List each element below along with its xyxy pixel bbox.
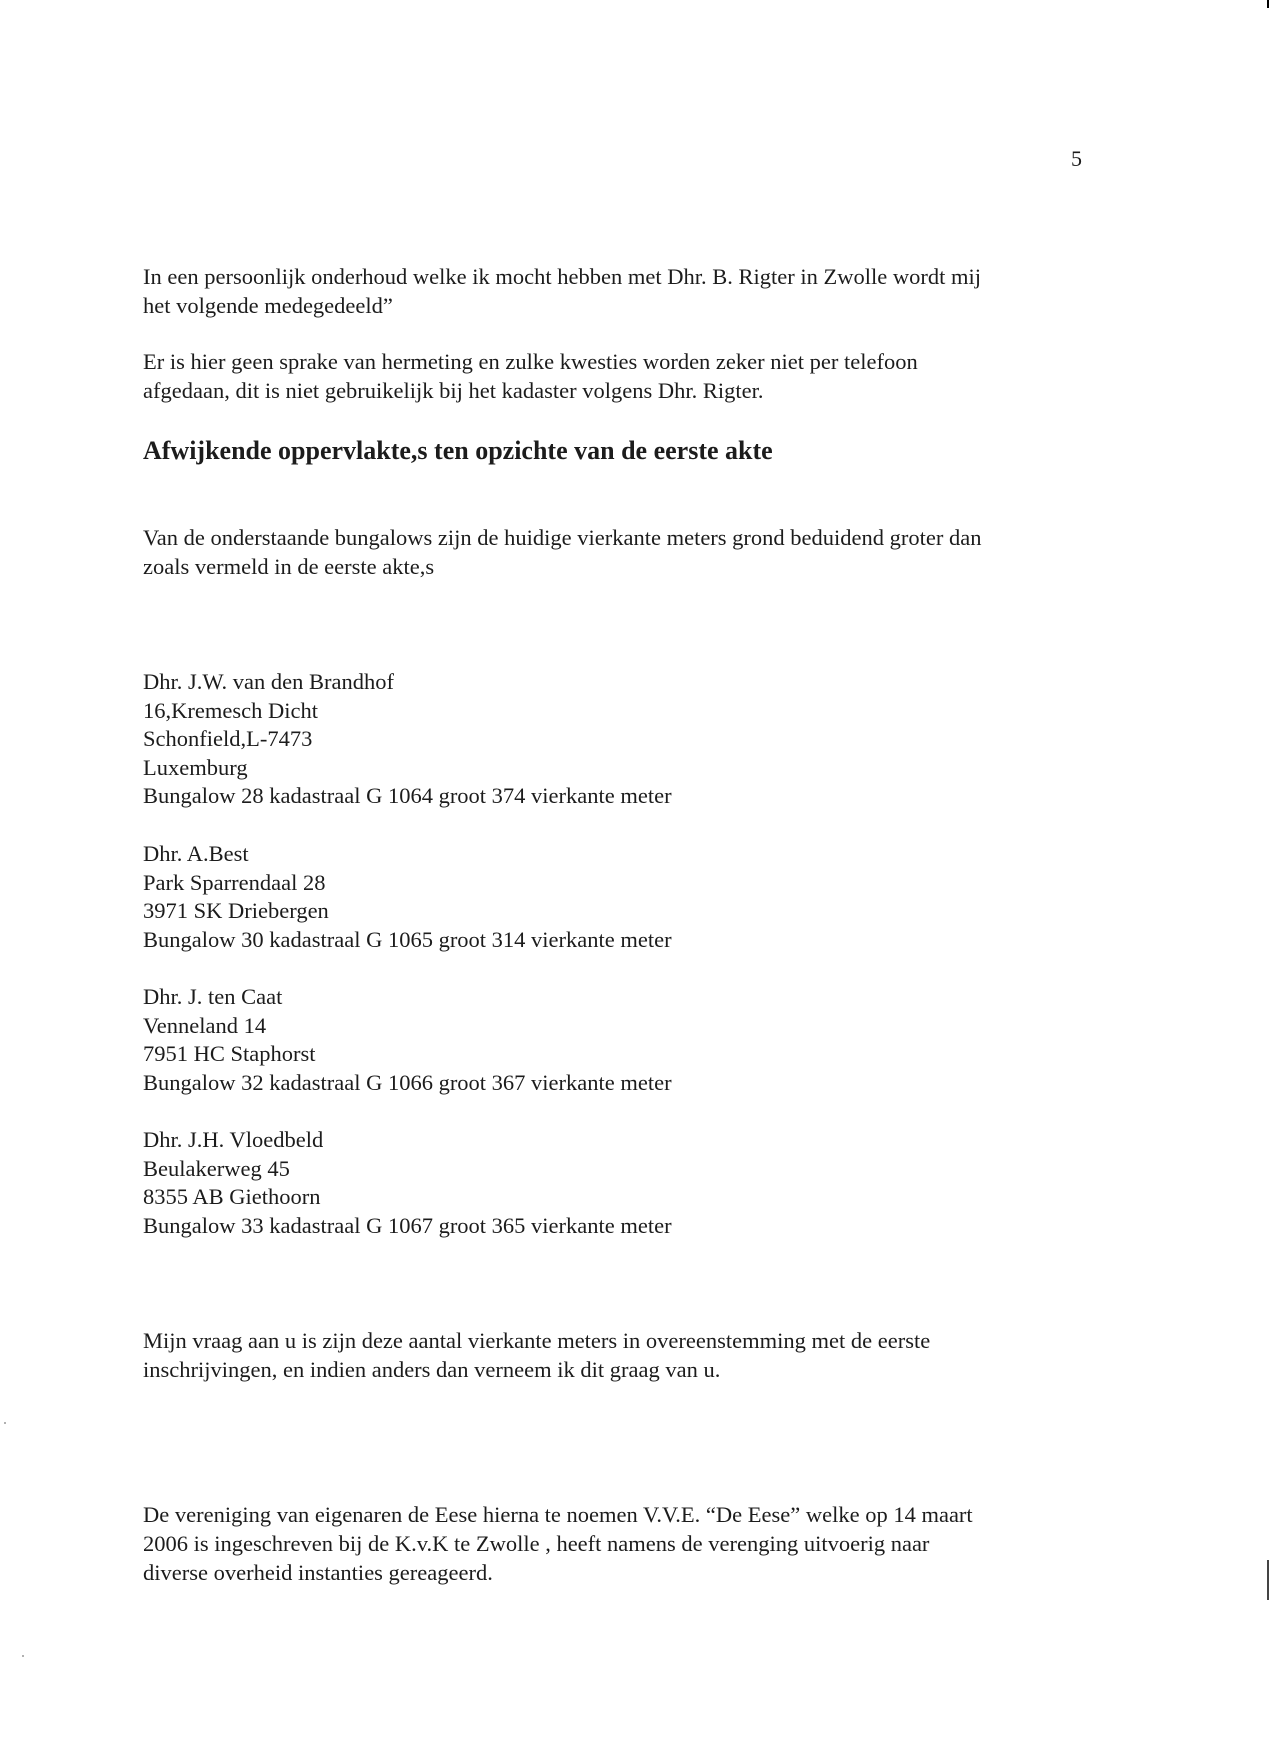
paragraph-bungalows-intro — [143, 523, 1143, 581]
paragraph-line: 2006 is ingeschreven bij de K.v.K te Zwolle , heeft namens de verenging uitvoerig naar — [143, 1531, 930, 1556]
owner-name: Dhr. A.Best — [143, 841, 249, 866]
owner-block — [143, 840, 672, 954]
owner-block — [143, 668, 672, 811]
owner-block — [143, 983, 672, 1097]
owner-city: 8355 AB Giethoorn — [143, 1184, 321, 1209]
scan-speck — [22, 1655, 24, 1657]
owner-bungalow: Bungalow 32 kadastraal G 1066 groot 367 vierkante meter — [143, 1069, 672, 1095]
paragraph-rigter-conversation — [143, 262, 1143, 320]
paragraph-line: De vereniging van eigenaren de Eese hierna te noemen V.V.E. “De Eese” welke op 14 maart — [143, 1502, 973, 1527]
owner-block — [143, 1126, 672, 1240]
paragraph-line: Er is hier geen sprake van hermeting en zulke kwesties worden zeker niet per telefoon — [143, 349, 918, 374]
owner-name: Dhr. J.W. van den Brandhof — [143, 669, 395, 694]
owner-name: Dhr. J. ten Caat — [143, 984, 283, 1009]
paragraph-no-remeasurement — [143, 347, 1143, 405]
paragraph-line: zoals vermeld in de eerste akte,s — [143, 554, 435, 579]
paragraph-line: afgedaan, dit is niet gebruikelijk bij het kadaster volgens Dhr. Rigter. — [143, 378, 764, 403]
owner-city: 3971 SK Driebergen — [143, 898, 329, 923]
scan-edge — [1267, 0, 1269, 1750]
paragraph-line: Van de onderstaande bungalows zijn de huidige vierkante meters grond beduidend groter dan — [143, 525, 982, 550]
scan-speck — [4, 1422, 6, 1424]
paragraph-vve — [143, 1500, 1143, 1587]
owner-country: Luxemburg — [143, 754, 248, 780]
owner-bungalow: Bungalow 28 kadastraal G 1064 groot 374 vierkante meter — [143, 783, 672, 808]
owner-street: Venneland 14 — [143, 1012, 267, 1038]
owner-city: 7951 HC Staphorst — [143, 1041, 316, 1066]
owner-name: Dhr. J.H. Vloedbeld — [143, 1127, 324, 1152]
paragraph-line: In een persoonlijk onderhoud welke ik mocht hebben met Dhr. B. Rigter in Zwolle wordt mij — [143, 264, 981, 289]
owner-street: Park Sparrendaal 28 — [143, 869, 326, 895]
paragraph-line: het volgende medegedeeld” — [143, 293, 393, 318]
paragraph-question — [143, 1326, 1143, 1384]
owner-street: Beulakerweg 45 — [143, 1155, 290, 1181]
page-number: 5 — [1071, 146, 1082, 171]
owner-bungalow: Bungalow 30 kadastraal G 1065 groot 314 vierkante meter — [143, 926, 672, 952]
owner-street: 16,Kremesch Dicht — [143, 697, 318, 723]
paragraph-line: inschrijvingen, en indien anders dan verneem ik dit graag van u. — [143, 1357, 721, 1382]
paragraph-line: Mijn vraag aan u is zijn deze aantal vierkante meters in overeenstemming met de eerste — [143, 1328, 931, 1353]
owner-bungalow: Bungalow 33 kadastraal G 1067 groot 365 vierkante meter — [143, 1212, 672, 1238]
paragraph-line: diverse overheid instanties gereageerd. — [143, 1560, 493, 1585]
section-heading: Afwijkende oppervlakte,s ten opzichte van de eerste akte — [143, 436, 773, 465]
owner-city: Schonfield,L-7473 — [143, 726, 313, 751]
